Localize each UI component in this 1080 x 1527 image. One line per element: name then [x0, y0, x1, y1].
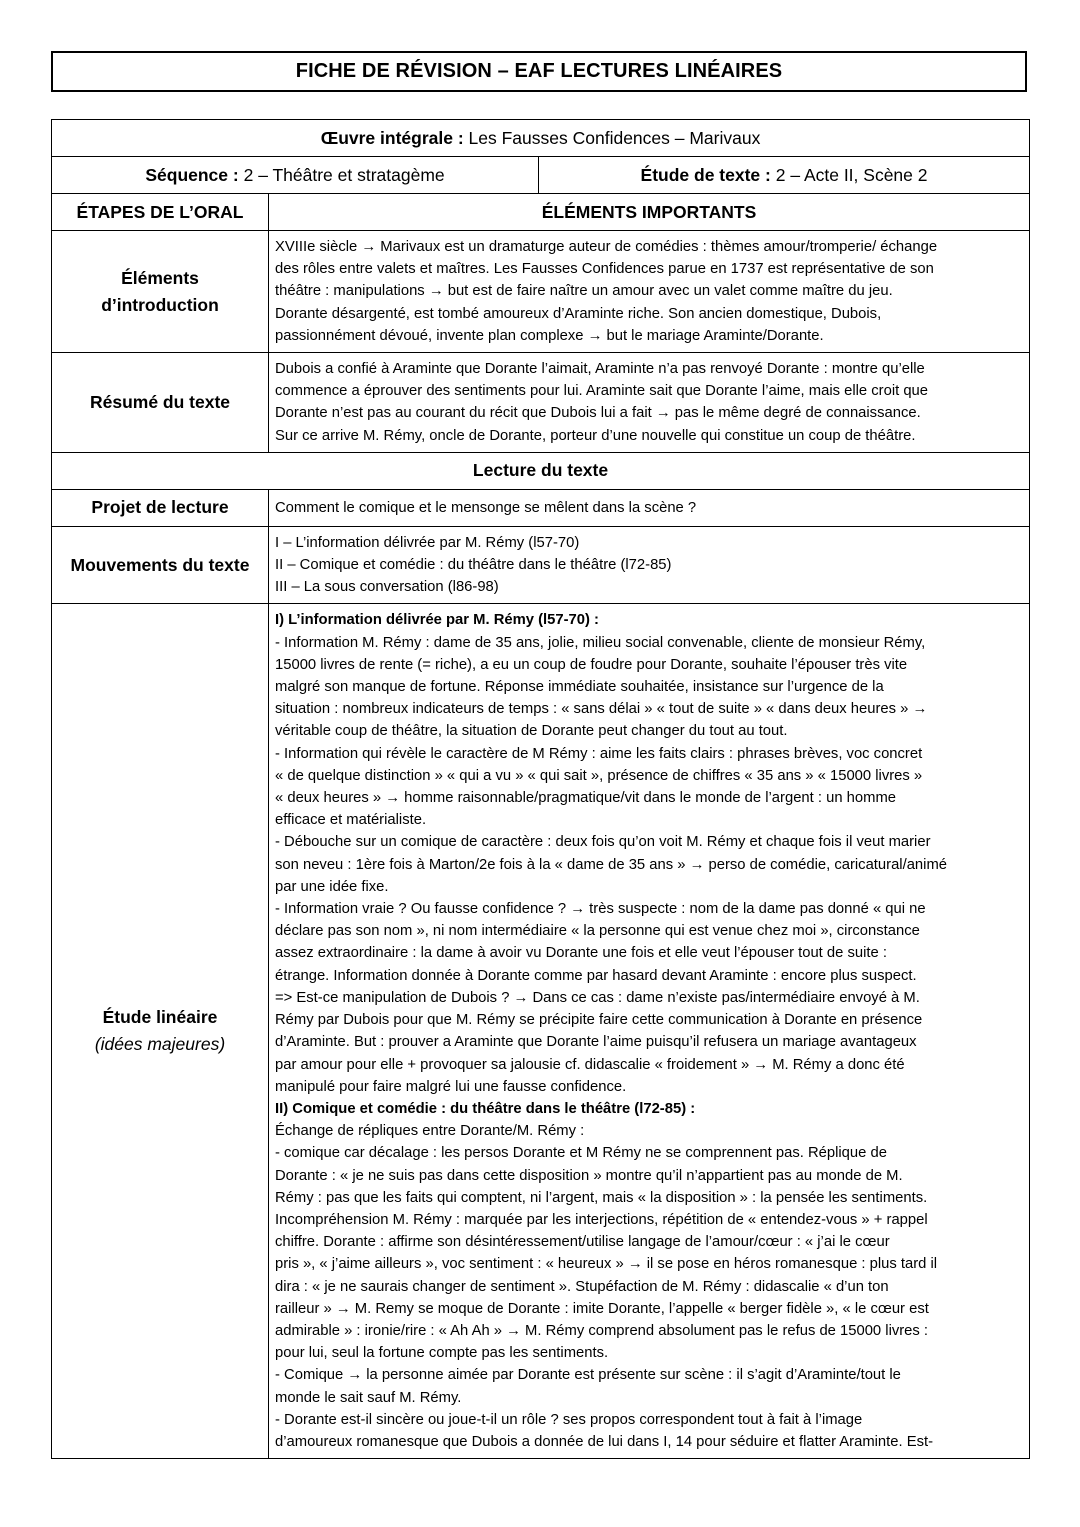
- sequence-value: 2 – Théâtre et stratagème: [243, 164, 445, 185]
- etude-line: manipulé pour faire malgré lui une fausse confidence.: [275, 1078, 627, 1095]
- oeuvre-row: [52, 120, 1030, 157]
- etude-line: monde le sait sauf M. Rémy.: [275, 1389, 462, 1406]
- introduction-label: [52, 231, 269, 353]
- mouvements-label: Mouvements du texte: [52, 526, 269, 604]
- introduction-line: des rôles entre valets et maîtres. Les Fausses Confidences parue en 1737 est représentative de son: [275, 261, 934, 278]
- etude-sublabel: (idées majeures): [94, 1034, 226, 1055]
- etude-line: par amour pour elle + provoquer sa jalousie cf. didascalie « froidement » → M. Rémy a donc été: [275, 1056, 905, 1073]
- mouvements-content: [269, 526, 1030, 604]
- resume-label: Résumé du texte: [52, 353, 269, 453]
- revision-table: [51, 119, 1030, 1459]
- etude-line: « de quelque distinction » « qui a vu » « qui sait », présence de chiffres « 35 ans » « 15000 livres »: [275, 767, 923, 784]
- etude-line: « deux heures » → homme raisonnable/pragmatique/vit dans le monde de l’argent : un homme: [275, 790, 897, 807]
- etude-line: son neveu : 1ère fois à Marton/2e fois à la « dame de 35 ans » → perso de comédie, caricatural/animé: [275, 856, 947, 873]
- resume-line: Sur ce arrive M. Rémy, oncle de Dorante, porteur d’une nouvelle qui constitue un coup de théâtre.: [275, 427, 916, 444]
- etude-texte-cell: [539, 157, 1030, 194]
- resume-line: Dorante n’est pas au courant du récit que Dubois lui a fait → pas le même degré de connaissance.: [275, 405, 921, 422]
- etude-line: railleur » → M. Remy se moque de Dorante : imite Dorante, l’appelle « berger fidèle », « le cœur est: [275, 1300, 929, 1317]
- etude-line: situation : nombreux indicateurs de temps : « sans délai » « tout de suite » « dans deux heures » →: [275, 701, 928, 718]
- etude-line: déclare pas son nom », ni nom intermédiaire « la personne qui est venue chez moi », circonstance: [275, 923, 920, 940]
- column-header-right: ÉLÉMENTS IMPORTANTS: [269, 194, 1030, 231]
- etude-section-heading: II) Comique et comédie : du théâtre dans le théâtre (l72-85) :: [275, 1100, 696, 1117]
- etude-line: - Dorante est-il sincère ou joue-t-il un rôle ? ses propos correspondent tout à fait à l’image: [275, 1411, 863, 1428]
- etude-content: [269, 604, 1030, 1459]
- etude-texte-value: 2 – Acte II, Scène 2: [775, 164, 928, 185]
- etude-line: Rémy : pas que les faits qui comptent, ni l’argent, mais « la disposition » : la pensée les sentiments.: [275, 1189, 928, 1206]
- introduction-line: XVIIIe siècle → Marivaux est un dramaturge auteur de comédies : thèmes amour/tromperie/ échange: [275, 239, 938, 255]
- mouvement-line: II – Comique et comédie : du théâtre dans le théâtre (l72-85): [275, 557, 672, 574]
- etude-line: - Information M. Rémy : dame de 35 ans, jolie, milieu social convenable, cliente de monsieur Rémy,: [275, 634, 926, 651]
- page-title: FICHE DE RÉVISION – EAF LECTURES LINÉAIRES: [51, 51, 1027, 92]
- etude-line: - Information qui révèle le caractère de M Rémy : aime les faits clairs : phrases brèves, voc concret: [275, 745, 923, 762]
- etude-line: d’amoureux romanesque que Dubois a donnée de lui dans I, 14 pour séduire et flatter Araminte. Est-: [275, 1433, 934, 1450]
- etude-line: véritable coup de théâtre, la situation de Dorante peut changer du tout au tout.: [275, 723, 788, 740]
- introduction-label-line2: d’introduction: [101, 294, 219, 315]
- resume-line: commence a éprouver des sentiments pour lui. Araminte sait que Dorante l’aime, mais elle croit que: [275, 383, 929, 400]
- etude-section-heading: I) L’information délivrée par M. Rémy (l57-70) :: [275, 612, 599, 629]
- column-header-left: ÉTAPES DE L’ORAL: [52, 194, 269, 231]
- etude-line: 15000 livres de rente (= riche), a eu un coup de foudre pour Dorante, souhaite l’épouser très vite: [275, 656, 908, 673]
- introduction-content: [269, 231, 1030, 353]
- introduction-line: Dorante désargenté, est tombé amoureux d’Araminte riche. Son ancien domestique, Dubois,: [275, 305, 882, 322]
- oeuvre-label: Œuvre intégrale :: [320, 127, 464, 148]
- etude-line: Dorante : « je ne suis pas dans cette disposition » montre qu’il n’appartient pas au monde de M.: [275, 1167, 903, 1184]
- etude-line: par une idée fixe.: [275, 878, 389, 895]
- etude-line: Échange de répliques entre Dorante/M. Rémy :: [275, 1123, 585, 1140]
- resume-line: Dubois a confié à Araminte que Dorante l’aimait, Araminte n’a pas renvoyé Dorante : montre qu’elle: [275, 361, 925, 378]
- etude-line: efficace et matérialiste.: [275, 812, 427, 829]
- etude-line: d’Araminte. But : prouver a Araminte que Dorante l’aime puisqu’il refusera un mariage avantageux: [275, 1034, 917, 1051]
- introduction-line: théâtre : manipulations → but est de faire naître un amour avec un valet comme maître du jeu.: [275, 283, 893, 300]
- etude-line: assez extraordinaire : la dame à avoir vu Dorante une fois et elle veut l’épouser tout de suite :: [275, 945, 887, 962]
- resume-content: [269, 353, 1030, 453]
- etude-line: malgré son manque de fortune. Réponse immédiate souhaitée, insistance sur l’urgence de la: [275, 679, 884, 696]
- projet-content: Comment le comique et le mensonge se mêlent dans la scène ?: [269, 489, 1030, 526]
- sequence-label: Séquence :: [145, 164, 239, 185]
- projet-label: Projet de lecture: [52, 489, 269, 526]
- etude-texte-label: Étude de texte :: [640, 164, 771, 185]
- etude-label: [52, 604, 269, 1459]
- etude-line: pris », « j’aime ailleurs », voc sentiment : « heureux » → il se pose en héros romanesque : plus tard il: [275, 1256, 938, 1273]
- mouvement-line: I – L’information délivrée par M. Rémy (l57-70): [275, 534, 580, 551]
- etude-line: Incompréhension M. Rémy : marquée par les interjections, répétition de « entendez-vous » + rappel: [275, 1211, 928, 1228]
- etude-line: pour lui, seul la fortune compte pas les sentiments.: [275, 1345, 609, 1362]
- mouvement-line: III – La sous conversation (l86-98): [275, 579, 499, 596]
- etude-line: chiffre. Dorante : affirme son désintéressement/utilise langage de l’amour/cœur : « j’ai le cœur: [275, 1234, 890, 1251]
- oeuvre-value: Les Fausses Confidences – Marivaux: [468, 127, 761, 148]
- etude-line: admirable » : ironie/rire : « Ah Ah » → M. Rémy comprend absolument pas le refus de 15000 livres :: [275, 1322, 929, 1339]
- etude-line: - Comique → la personne aimée par Dorante est présente sur scène : il s’agit d’Araminte/tout le: [275, 1367, 901, 1384]
- introduction-line: passionnément dévoué, invente plan complexe → but le mariage Araminte/Dorante.: [275, 327, 824, 344]
- introduction-label-line1: Éléments: [121, 267, 199, 288]
- etude-line: étrange. Information donnée à Dorante comme par hasard devant Araminte : encore plus suspect.: [275, 967, 917, 984]
- lecture-header: Lecture du texte: [52, 452, 1030, 489]
- etude-line: => Est-ce manipulation de Dubois ? → Dans ce cas : dame n’existe pas/intermédiaire envoyé à M.: [275, 989, 920, 1006]
- etude-line: - Information vraie ? Ou fausse confidence ? → très suspecte : nom de la dame pas donné « qui ne: [275, 901, 926, 918]
- etude-line: - Débouche sur un comique de caractère : deux fois qu’on voit M. Rémy et chaque fois il veut marier: [275, 834, 931, 851]
- sequence-cell: [52, 157, 539, 194]
- etude-line: - comique car décalage : les persos Dorante et M Rémy ne se comprennent pas. Réplique de: [275, 1145, 887, 1162]
- etude-line: dira : « je ne saurais changer de sentiment ». Stupéfaction de M. Rémy : didascalie « d’un ton: [275, 1278, 889, 1295]
- etude-label-main: Étude linéaire: [102, 1007, 218, 1028]
- etude-line: Rémy par Dubois pour que M. Rémy se précipite faire cette communication à Dorante en présence: [275, 1012, 923, 1029]
